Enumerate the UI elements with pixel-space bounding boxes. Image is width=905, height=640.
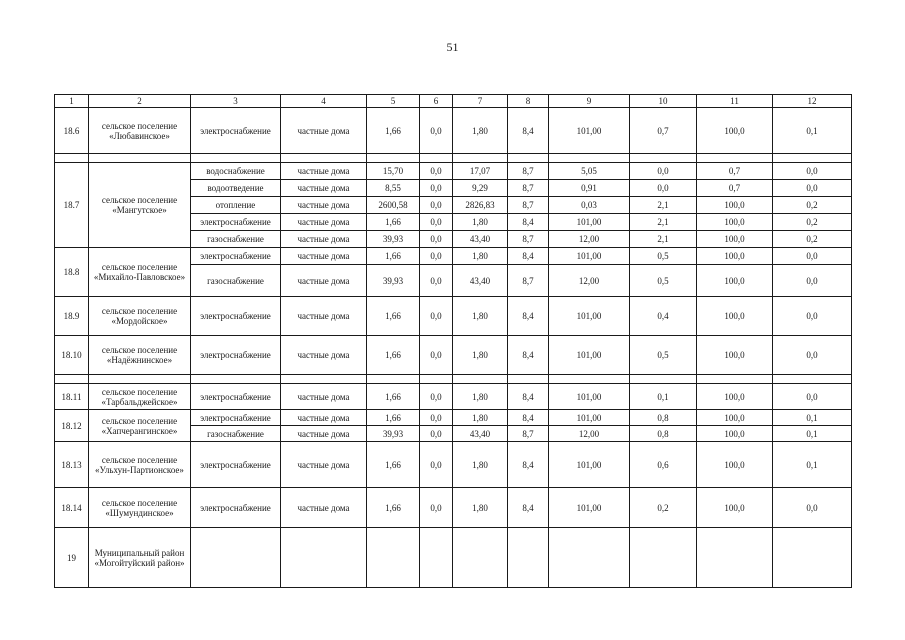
settlement-name: сельское поселение «Хапчерангинское» [89,410,191,442]
value-cell: 101,00 [549,248,630,265]
service-cell: электроснабжение [191,442,281,488]
value-cell: 0,0 [420,442,453,488]
value-cell: 101,00 [549,336,630,375]
value-cell: 0,0 [420,108,453,154]
value-cell: 9,29 [453,180,508,197]
value-cell: 0,0 [420,336,453,375]
value-cell: 0,1 [773,426,852,442]
building-type-cell: частные дома [281,488,367,528]
row-id: 18.7 [55,163,89,248]
settlement-name: сельское поселение «Шумундинское» [89,488,191,528]
building-type-cell: частные дома [281,265,367,297]
value-cell: 100,0 [697,214,773,231]
header-row [55,95,852,108]
value-cell: 0,1 [773,108,852,154]
value-cell: 8,4 [508,108,549,154]
value-cell: 100,0 [697,248,773,265]
building-type-cell: частные дома [281,197,367,214]
value-cell: 0,0 [420,426,453,442]
empty-cell [367,528,420,588]
building-type-cell: частные дома [281,108,367,154]
value-cell: 0,0 [773,248,852,265]
building-type-cell: частные дома [281,231,367,248]
value-cell: 5,05 [549,163,630,180]
row-id: 18.8 [55,248,89,297]
table-row [55,488,852,528]
header-cell: 12 [773,95,852,108]
value-cell: 0,0 [420,197,453,214]
value-cell: 100,0 [697,410,773,426]
service-cell: отопление [191,197,281,214]
value-cell: 0,1 [773,442,852,488]
table-row [55,528,852,588]
service-cell: электроснабжение [191,214,281,231]
row-id: 18.9 [55,297,89,336]
value-cell: 100,0 [697,442,773,488]
value-cell: 1,66 [367,214,420,231]
value-cell: 0,0 [420,214,453,231]
value-cell: 8,4 [508,384,549,410]
settlement-name: сельское поселение «Ульхун-Партионское» [89,442,191,488]
value-cell: 0,0 [773,297,852,336]
table-row [55,297,852,336]
value-cell: 8,4 [508,336,549,375]
value-cell: 0,0 [420,297,453,336]
service-cell: электроснабжение [191,297,281,336]
value-cell: 0,7 [630,108,697,154]
building-type-cell: частные дома [281,214,367,231]
table-row [55,108,852,154]
value-cell: 0,91 [549,180,630,197]
spacer-row [55,375,852,384]
value-cell: 0,7 [697,180,773,197]
header-cell: 2 [89,95,191,108]
row-id: 18.10 [55,336,89,375]
row-id: 18.13 [55,442,89,488]
service-cell: электроснабжение [191,248,281,265]
page-number: 51 [446,40,459,54]
value-cell: 0,2 [630,488,697,528]
value-cell: 1,80 [453,410,508,426]
value-cell: 1,80 [453,248,508,265]
header-cell: 11 [697,95,773,108]
value-cell: 12,00 [549,426,630,442]
value-cell: 8,4 [508,442,549,488]
value-cell: 100,0 [697,108,773,154]
value-cell: 100,0 [697,231,773,248]
value-cell: 0,0 [420,163,453,180]
building-type-cell: частные дома [281,442,367,488]
service-cell: электроснабжение [191,336,281,375]
service-cell: электроснабжение [191,108,281,154]
value-cell: 100,0 [697,197,773,214]
value-cell: 1,66 [367,410,420,426]
value-cell: 12,00 [549,231,630,248]
value-cell: 2826,83 [453,197,508,214]
value-cell: 0,0 [420,231,453,248]
value-cell: 100,0 [697,297,773,336]
value-cell: 101,00 [549,488,630,528]
value-cell: 8,7 [508,197,549,214]
row-id: 19 [55,528,89,588]
value-cell: 1,80 [453,108,508,154]
value-cell: 0,8 [630,410,697,426]
value-cell: 1,66 [367,384,420,410]
value-cell: 0,0 [630,180,697,197]
value-cell: 1,80 [453,297,508,336]
value-cell: 8,7 [508,426,549,442]
district-name: Муниципальный район «Могойтуйский район» [89,528,191,588]
value-cell: 1,66 [367,297,420,336]
building-type-cell: частные дома [281,384,367,410]
value-cell: 43,40 [453,426,508,442]
value-cell: 2,1 [630,197,697,214]
row-id: 18.12 [55,410,89,442]
value-cell: 0,2 [773,231,852,248]
value-cell: 8,4 [508,248,549,265]
service-cell: газоснабжение [191,231,281,248]
value-cell: 0,7 [697,163,773,180]
value-cell: 0,1 [773,410,852,426]
value-cell: 0,0 [773,336,852,375]
value-cell: 8,7 [508,231,549,248]
value-cell: 0,0 [420,488,453,528]
service-cell: электроснабжение [191,384,281,410]
tariff-table [54,94,852,588]
value-cell: 1,66 [367,108,420,154]
building-type-cell: частные дома [281,163,367,180]
value-cell: 0,2 [773,197,852,214]
header-cell: 3 [191,95,281,108]
value-cell: 100,0 [697,384,773,410]
service-cell: электроснабжение [191,410,281,426]
value-cell: 0,0 [773,163,852,180]
value-cell: 0,5 [630,248,697,265]
value-cell: 12,00 [549,265,630,297]
value-cell: 1,80 [453,336,508,375]
header-cell: 7 [453,95,508,108]
value-cell: 101,00 [549,297,630,336]
value-cell: 0,03 [549,197,630,214]
value-cell: 1,66 [367,488,420,528]
value-cell: 0,0 [420,248,453,265]
value-cell: 101,00 [549,442,630,488]
value-cell: 43,40 [453,265,508,297]
empty-cell [630,528,697,588]
value-cell: 100,0 [697,336,773,375]
value-cell: 0,5 [630,336,697,375]
service-cell: водоотведение [191,180,281,197]
header-cell: 5 [367,95,420,108]
value-cell: 0,0 [420,265,453,297]
value-cell: 17,07 [453,163,508,180]
table-row [55,410,852,426]
value-cell: 0,0 [773,265,852,297]
value-cell: 101,00 [549,410,630,426]
empty-cell [773,528,852,588]
row-id: 18.14 [55,488,89,528]
value-cell: 0,8 [630,426,697,442]
value-cell: 1,80 [453,488,508,528]
settlement-name: сельское поселение «Михайло-Павловское» [89,248,191,297]
value-cell: 100,0 [697,265,773,297]
value-cell: 0,0 [773,384,852,410]
header-cell: 1 [55,95,89,108]
value-cell: 101,00 [549,214,630,231]
service-cell: электроснабжение [191,488,281,528]
value-cell: 1,66 [367,336,420,375]
table-row [55,163,852,180]
table-row [55,336,852,375]
header-cell: 10 [630,95,697,108]
value-cell: 1,66 [367,442,420,488]
value-cell: 8,4 [508,488,549,528]
spacer-row [55,154,852,163]
value-cell: 100,0 [697,426,773,442]
value-cell: 0,0 [420,180,453,197]
value-cell: 0,4 [630,297,697,336]
value-cell: 0,2 [773,214,852,231]
value-cell: 8,55 [367,180,420,197]
value-cell: 1,80 [453,384,508,410]
empty-cell [191,528,281,588]
value-cell: 39,93 [367,426,420,442]
service-cell: водоснабжение [191,163,281,180]
empty-cell [281,528,367,588]
value-cell: 8,7 [508,163,549,180]
settlement-name: сельское поселение «Мордойское» [89,297,191,336]
service-cell: газоснабжение [191,426,281,442]
header-cell: 6 [420,95,453,108]
empty-cell [697,528,773,588]
table-row [55,384,852,410]
header-cell: 8 [508,95,549,108]
building-type-cell: частные дома [281,426,367,442]
table-row [55,442,852,488]
settlement-name: сельское поселение «Мангутское» [89,163,191,248]
building-type-cell: частные дома [281,180,367,197]
header-cell: 4 [281,95,367,108]
table-row [55,248,852,265]
value-cell: 0,0 [773,488,852,528]
value-cell: 2,1 [630,214,697,231]
value-cell: 2600,58 [367,197,420,214]
empty-cell [420,528,453,588]
empty-cell [549,528,630,588]
value-cell: 1,66 [367,248,420,265]
settlement-name: сельское поселение «Любавинское» [89,108,191,154]
building-type-cell: частные дома [281,248,367,265]
value-cell: 0,0 [630,163,697,180]
value-cell: 101,00 [549,108,630,154]
value-cell: 43,40 [453,231,508,248]
value-cell: 8,4 [508,410,549,426]
building-type-cell: частные дома [281,336,367,375]
row-id: 18.6 [55,108,89,154]
value-cell: 1,80 [453,214,508,231]
value-cell: 0,0 [420,410,453,426]
value-cell: 1,80 [453,442,508,488]
empty-cell [508,528,549,588]
empty-cell [453,528,508,588]
building-type-cell: частные дома [281,410,367,426]
value-cell: 0,6 [630,442,697,488]
value-cell: 0,0 [420,384,453,410]
building-type-cell: частные дома [281,297,367,336]
value-cell: 2,1 [630,231,697,248]
row-id: 18.11 [55,384,89,410]
value-cell: 39,93 [367,265,420,297]
settlement-name: сельское поселение «Тарбальджейское» [89,384,191,410]
settlement-name: сельское поселение «Надёжнинское» [89,336,191,375]
value-cell: 0,0 [773,180,852,197]
value-cell: 8,7 [508,180,549,197]
value-cell: 39,93 [367,231,420,248]
header-cell: 9 [549,95,630,108]
value-cell: 15,70 [367,163,420,180]
value-cell: 8,7 [508,265,549,297]
value-cell: 0,5 [630,265,697,297]
value-cell: 100,0 [697,488,773,528]
value-cell: 8,4 [508,214,549,231]
value-cell: 8,4 [508,297,549,336]
service-cell: газоснабжение [191,265,281,297]
value-cell: 0,1 [630,384,697,410]
value-cell: 101,00 [549,384,630,410]
